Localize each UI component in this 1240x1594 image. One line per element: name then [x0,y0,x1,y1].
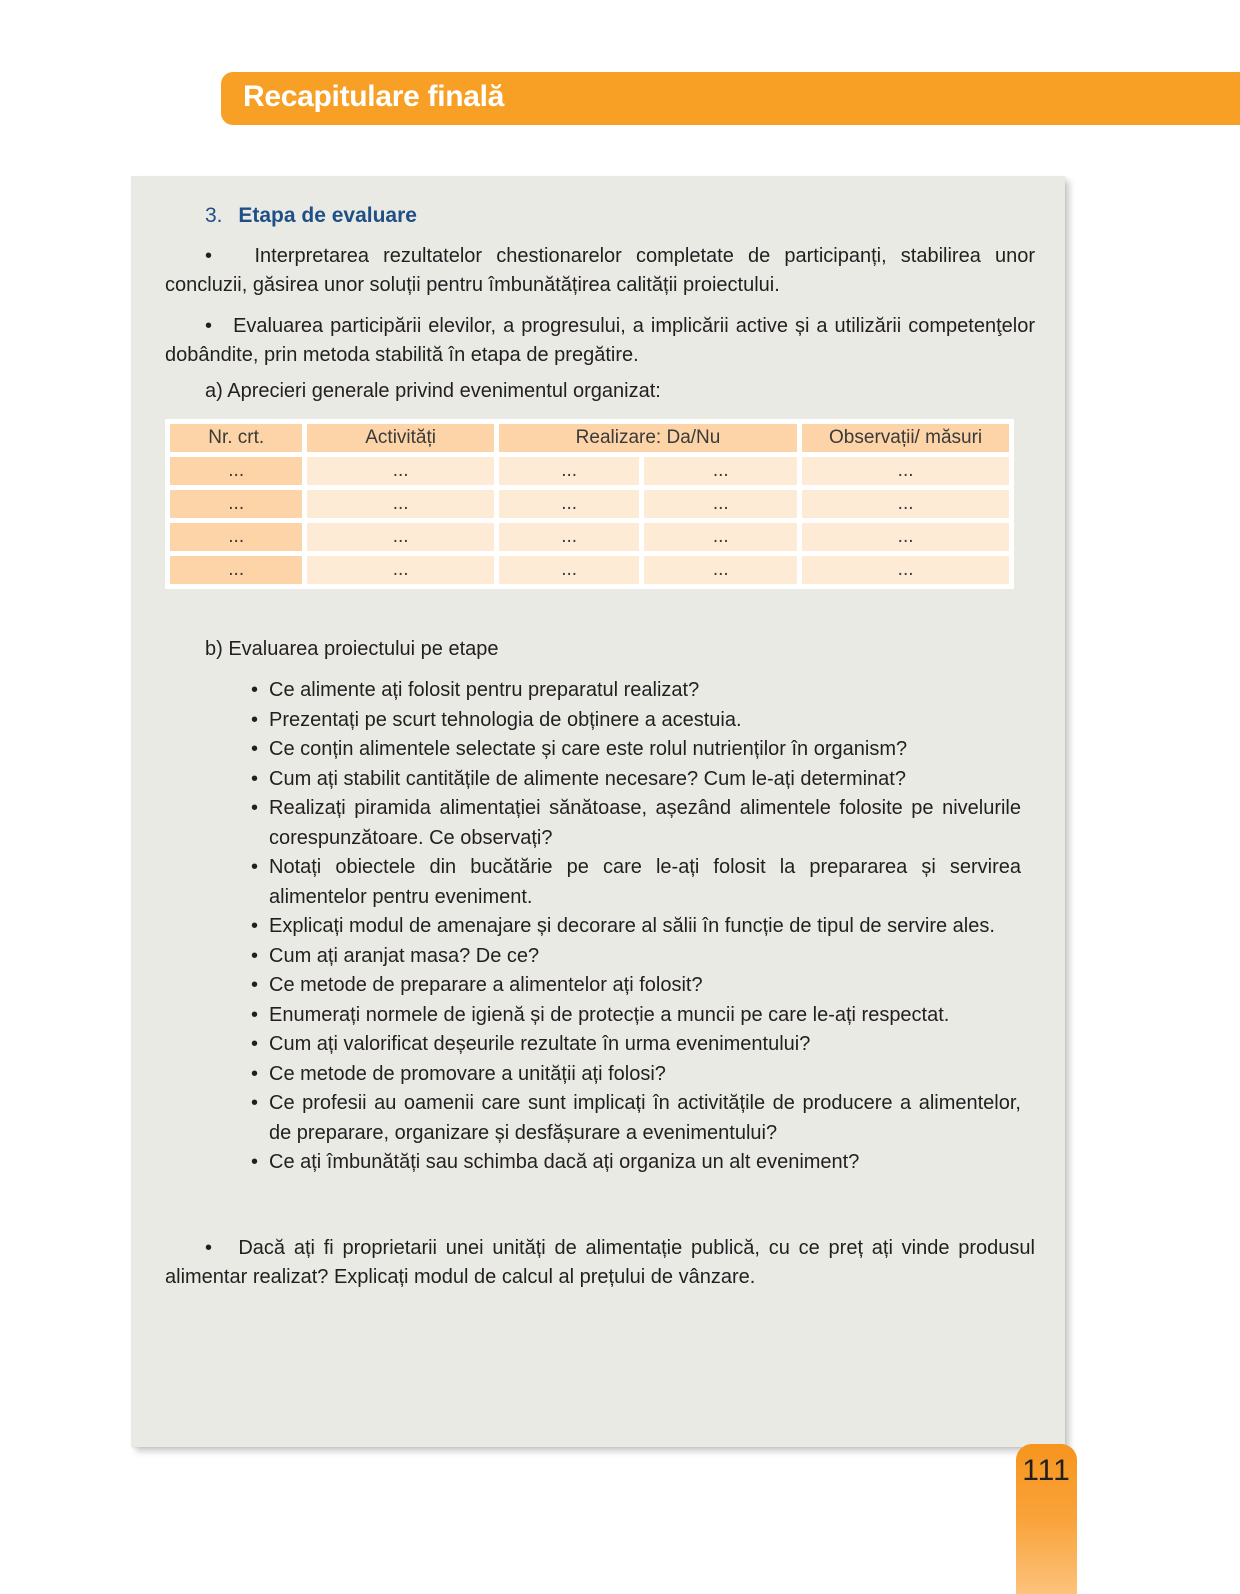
bullet-icon: • [251,708,259,731]
evaluation-questions-list [251,676,1021,1178]
section-title: Etapa de evaluare [238,204,417,227]
bullet-icon: • [251,974,259,996]
content-panel [131,176,1065,1447]
bullet-icon: • [251,1092,259,1114]
list-item [251,942,1021,972]
table-row [170,523,1009,551]
paragraph-pricing [165,1234,1035,1292]
column-header: Nr. crt. [170,424,302,452]
column-header: Realizare: Da/Nu [499,424,797,452]
question-text: Notați obiectele din bucătărie pe care le-ați folosit la prepararea și servirea alimentelor pentru eveniment. [269,856,1021,908]
bullet-icon: • [251,738,259,760]
table-cell[interactable]: ... [644,490,797,518]
chapter-header-bar [221,72,1240,125]
question-text: Cum ați stabilit cantitățile de alimente necesare? Cum le-ați determinat? [269,767,906,790]
list-item [251,1148,1021,1178]
paragraph-text: Dacă ați fi proprietarii unei unități de alimentație publică, cu ce preț ați vinde produsul alimentar realizat? Explicați modul de calcul al prețului de vânzare. [165,1237,1035,1288]
list-item [251,735,1021,765]
list-item [251,676,1021,706]
question-text: Enumerați normele de igienă și de protecție a muncii pe care le-ați respectat. [269,1003,950,1026]
table-cell[interactable]: ... [499,556,640,584]
table-cell[interactable]: ... [307,523,493,551]
list-item [251,765,1021,795]
list-item [251,1030,1021,1060]
table-row [170,556,1009,584]
table-cell[interactable]: ... [644,556,797,584]
question-text: Explicați modul de amenajare și decorare al sălii în funcție de tipul de servire ales. [269,915,995,937]
bullet-icon: • [205,315,213,337]
section-heading [205,204,417,228]
question-text: Cum ați valorificat deșeurile rezultate în urma evenimentului? [269,1033,811,1055]
bullet-icon: • [251,767,259,790]
table-cell[interactable]: ... [499,490,640,518]
bullet-icon: • [251,1033,259,1055]
list-item [251,912,1021,942]
list-item [251,1060,1021,1090]
question-text: Ce conțin alimentele selectate și care este rolul nutrienților în organism? [269,738,908,760]
bullet-icon: • [251,1003,259,1026]
table-header-row [170,424,1009,452]
bullet-icon: • [251,944,259,967]
question-text: Ce ați îmbunătăți sau schimba dacă ați organiza un alt eveniment? [269,1151,860,1173]
table-cell[interactable]: ... [307,457,493,485]
page-number-tab [1016,1444,1077,1594]
part-b-label: b) Evaluarea proiectului pe etape [205,638,499,660]
column-header: Observații/ măsuri [802,424,1009,452]
question-text: Ce profesii au oamenii care sunt implicați în activitățile de producere a alimentelor, de preparare, organizare și desfășurare a evenimentului? [269,1092,1021,1144]
question-text: Cum ați aranjat masa? De ce? [269,944,540,967]
table-cell[interactable]: ... [307,490,493,518]
question-text: Realizați piramida alimentației sănătoase, așezând alimentele folosite pe nivelurile corespunzătoare. Ce observați? [269,797,1021,849]
question-text: Ce metode de promovare a unității ați folosi? [269,1062,666,1085]
paragraph-participation [165,312,1035,370]
paragraph-text: Evaluarea participării elevilor, a progresului, a implicării active și a utilizării competenţelor dobândite, prin metoda stabilită în etapa de pregătire. [165,315,1035,366]
paragraph-text: Interpretarea rezultatelor chestionarelor completate de participanți, stabilirea unor concluzii, găsirea unor soluții pentru îmbunătățirea calității proiectului. [165,245,1036,296]
bullet-icon: • [251,1062,259,1085]
bullet-icon: • [205,245,213,267]
list-item [251,1089,1021,1148]
table-cell[interactable]: ... [802,490,1009,518]
question-text: Ce alimente ați folosit pentru preparatul realizat? [269,679,700,701]
table-cell[interactable]: ... [307,556,493,584]
table-row [170,457,1009,485]
table-row [170,490,1009,518]
table-cell[interactable]: ... [802,556,1009,584]
table-cell[interactable]: ... [170,523,302,551]
table-cell[interactable]: ... [499,523,640,551]
bullet-icon: • [251,797,259,819]
list-item [251,853,1021,912]
table-cell[interactable]: ... [170,457,302,485]
list-item [251,1001,1021,1031]
table-cell[interactable]: ... [802,523,1009,551]
evaluation-table [165,419,1014,589]
column-header: Activități [307,424,493,452]
question-text: Prezentați pe scurt tehnologia de obținere a acestuia. [269,708,742,731]
paragraph-interpretation [165,242,1035,300]
list-item [251,706,1021,736]
section-number: 3. [205,204,223,227]
table-cell[interactable]: ... [170,490,302,518]
bullet-icon: • [205,1237,213,1259]
table-cell[interactable]: ... [644,523,797,551]
table-cell[interactable]: ... [170,556,302,584]
page-number: 111 [1022,1454,1071,1487]
table-cell[interactable]: ... [802,457,1009,485]
list-item [251,794,1021,853]
bullet-icon: • [251,915,259,937]
part-a-label: a) Aprecieri generale privind evenimentul organizat: [205,380,661,402]
question-text: Ce metode de preparare a alimentelor ați folosit? [269,974,703,996]
bullet-icon: • [251,679,259,701]
list-item [251,971,1021,1001]
bullet-icon: • [251,856,259,878]
chapter-title: Recapitulare finală [243,80,505,113]
table-cell[interactable]: ... [644,457,797,485]
table-cell[interactable]: ... [499,457,640,485]
bullet-icon: • [251,1151,259,1173]
